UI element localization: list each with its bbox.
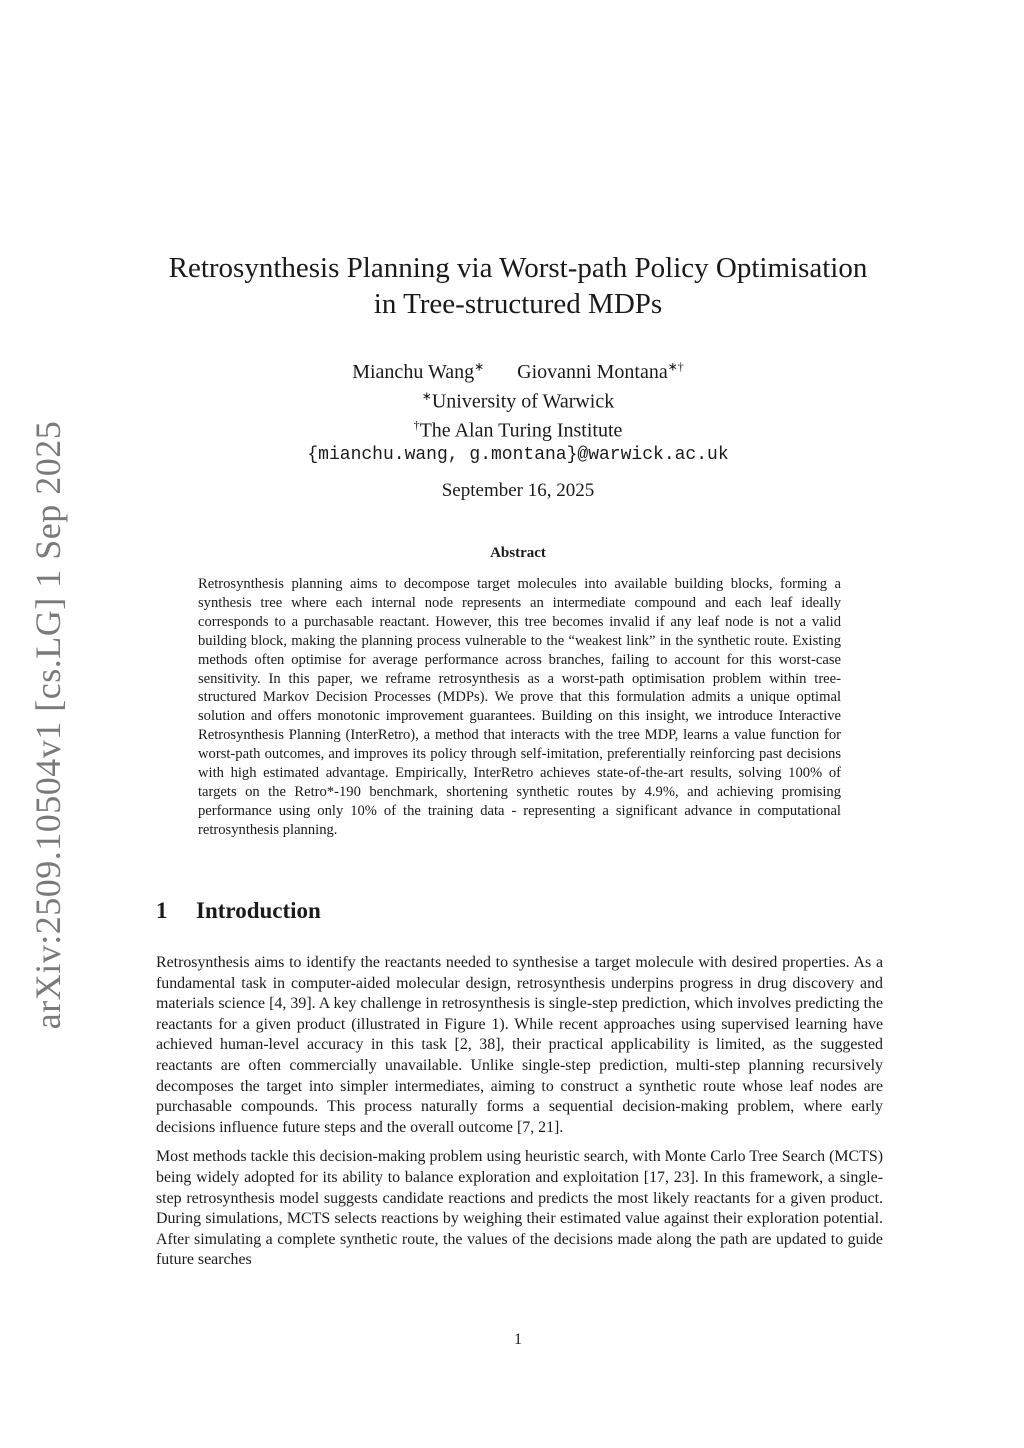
abstract-body: Retrosynthesis planning aims to decompose target molecules into available building blocks, forming a synthesis tree where each internal node represents an intermediate compound and each leaf ideally corresponds to a purchasable reactant. However, this tree becomes invalid if any leaf node is not a valid building block, making the planning process vulnerable to the “weakest link” in the synthetic route. Existing methods often optimise for average performance across branches, failing to account for this worst-case sensitivity. In this paper, we reframe retrosynthesis as a worst-path optimisation problem within tree-structured Markov Decision Processes (MDPs). We prove that this formulation admits a unique optimal solution and offers monotonic improvement guarantees. Building on this insight, we introduce Interactive Retrosynthesis Planning (InterRetro), a method that interacts with the tree MDP, learns a value function for worst-path outcomes, and improves its policy through self-imitation, preferentially reinforcing past decisions with high estimated advantage. Empirically, InterRetro achieves state-of-the-art results, solving 100% of targets on the Retro*-190 benchmark, shortening synthetic routes by 4.9%, and achieving promising performance using only 10% of the training data - representing a significant advance in computational retrosynthesis planning. bbox=[198, 576, 841, 838]
affiliation-1 bbox=[150, 384, 886, 414]
paper-title bbox=[150, 250, 886, 322]
affiliation-1-mark: ∗ bbox=[421, 388, 432, 403]
arxiv-identifier-stamp: arXiv:2509.10504v1 [cs.LG] 1 Sep 2025 bbox=[28, 420, 68, 1030]
author-email: {mianchu.wang, g.montana}@warwick.ac.uk bbox=[307, 444, 729, 465]
paragraph: Retrosynthesis aims to identify the reactants needed to synthesise a target molecule with desired properties. As a fundamental task in computer-aided molecular design, retrosynthesis underpins progress in drug discovery and materials science [4, 39]. A key challenge in retrosynthesis is single-step prediction, which involves predicting the reactants for a given product (illustrated in Figure 1). While recent approaches using supervised learning have achieved human-level accuracy in this task [2, 38], their practical applicability is limited, as the suggested reactants are often commercially unavailable. Unlike single-step prediction, multi-step planning recursively decomposes the target into simpler intermediates, aiming to construct a synthetic route whose leaf nodes are purchasable compounds. This process naturally forms a sequential decision-making problem, where early decisions influence future steps and the overall outcome [7, 21]. bbox=[156, 954, 883, 1136]
section-title: Introduction bbox=[196, 898, 321, 923]
author-2 bbox=[517, 361, 684, 383]
section-heading-introduction bbox=[156, 898, 321, 924]
affiliation-2-text: The Alan Turing Institute bbox=[419, 419, 623, 442]
author-2-mark: ∗† bbox=[667, 359, 684, 373]
affiliation-1-text: University of Warwick bbox=[431, 390, 615, 413]
paper-date: September 16, 2025 bbox=[441, 480, 595, 501]
author-1-mark: ∗ bbox=[474, 359, 485, 373]
author-2-name: Giovanni Montana bbox=[517, 360, 668, 383]
section-number: 1 bbox=[156, 898, 168, 923]
affiliation-2-mark: † bbox=[413, 418, 420, 433]
title-line-1: Retrosynthesis Planning via Worst-path Policy Optimisation bbox=[168, 252, 868, 284]
author-1 bbox=[352, 361, 484, 383]
page-number: 1 bbox=[514, 1331, 522, 1348]
abstract-heading: Abstract bbox=[490, 545, 546, 561]
author-block bbox=[150, 354, 886, 467]
paragraph: Most methods tackle this decision-making problem using heuristic search, with Monte Carlo Tree Search (MCTS) being widely adopted for its ability to balance exploration and exploitation [17, 23]. In this framework, a single-step retrosynthesis model suggests candidate reactions and predicts the most likely reactants for a given product. During simulations, MCTS selects reactions by weighing their estimated value against their exploration potential. After simulating a complete synthetic route, the values of the decisions made along the path are updated to guide future searches bbox=[156, 1148, 883, 1269]
affiliation-2 bbox=[150, 413, 886, 443]
author-1-name: Mianchu Wang bbox=[352, 360, 475, 383]
introduction-body bbox=[156, 953, 883, 1280]
title-line-2: in Tree-structured MDPs bbox=[373, 288, 663, 320]
author-names bbox=[150, 354, 886, 384]
